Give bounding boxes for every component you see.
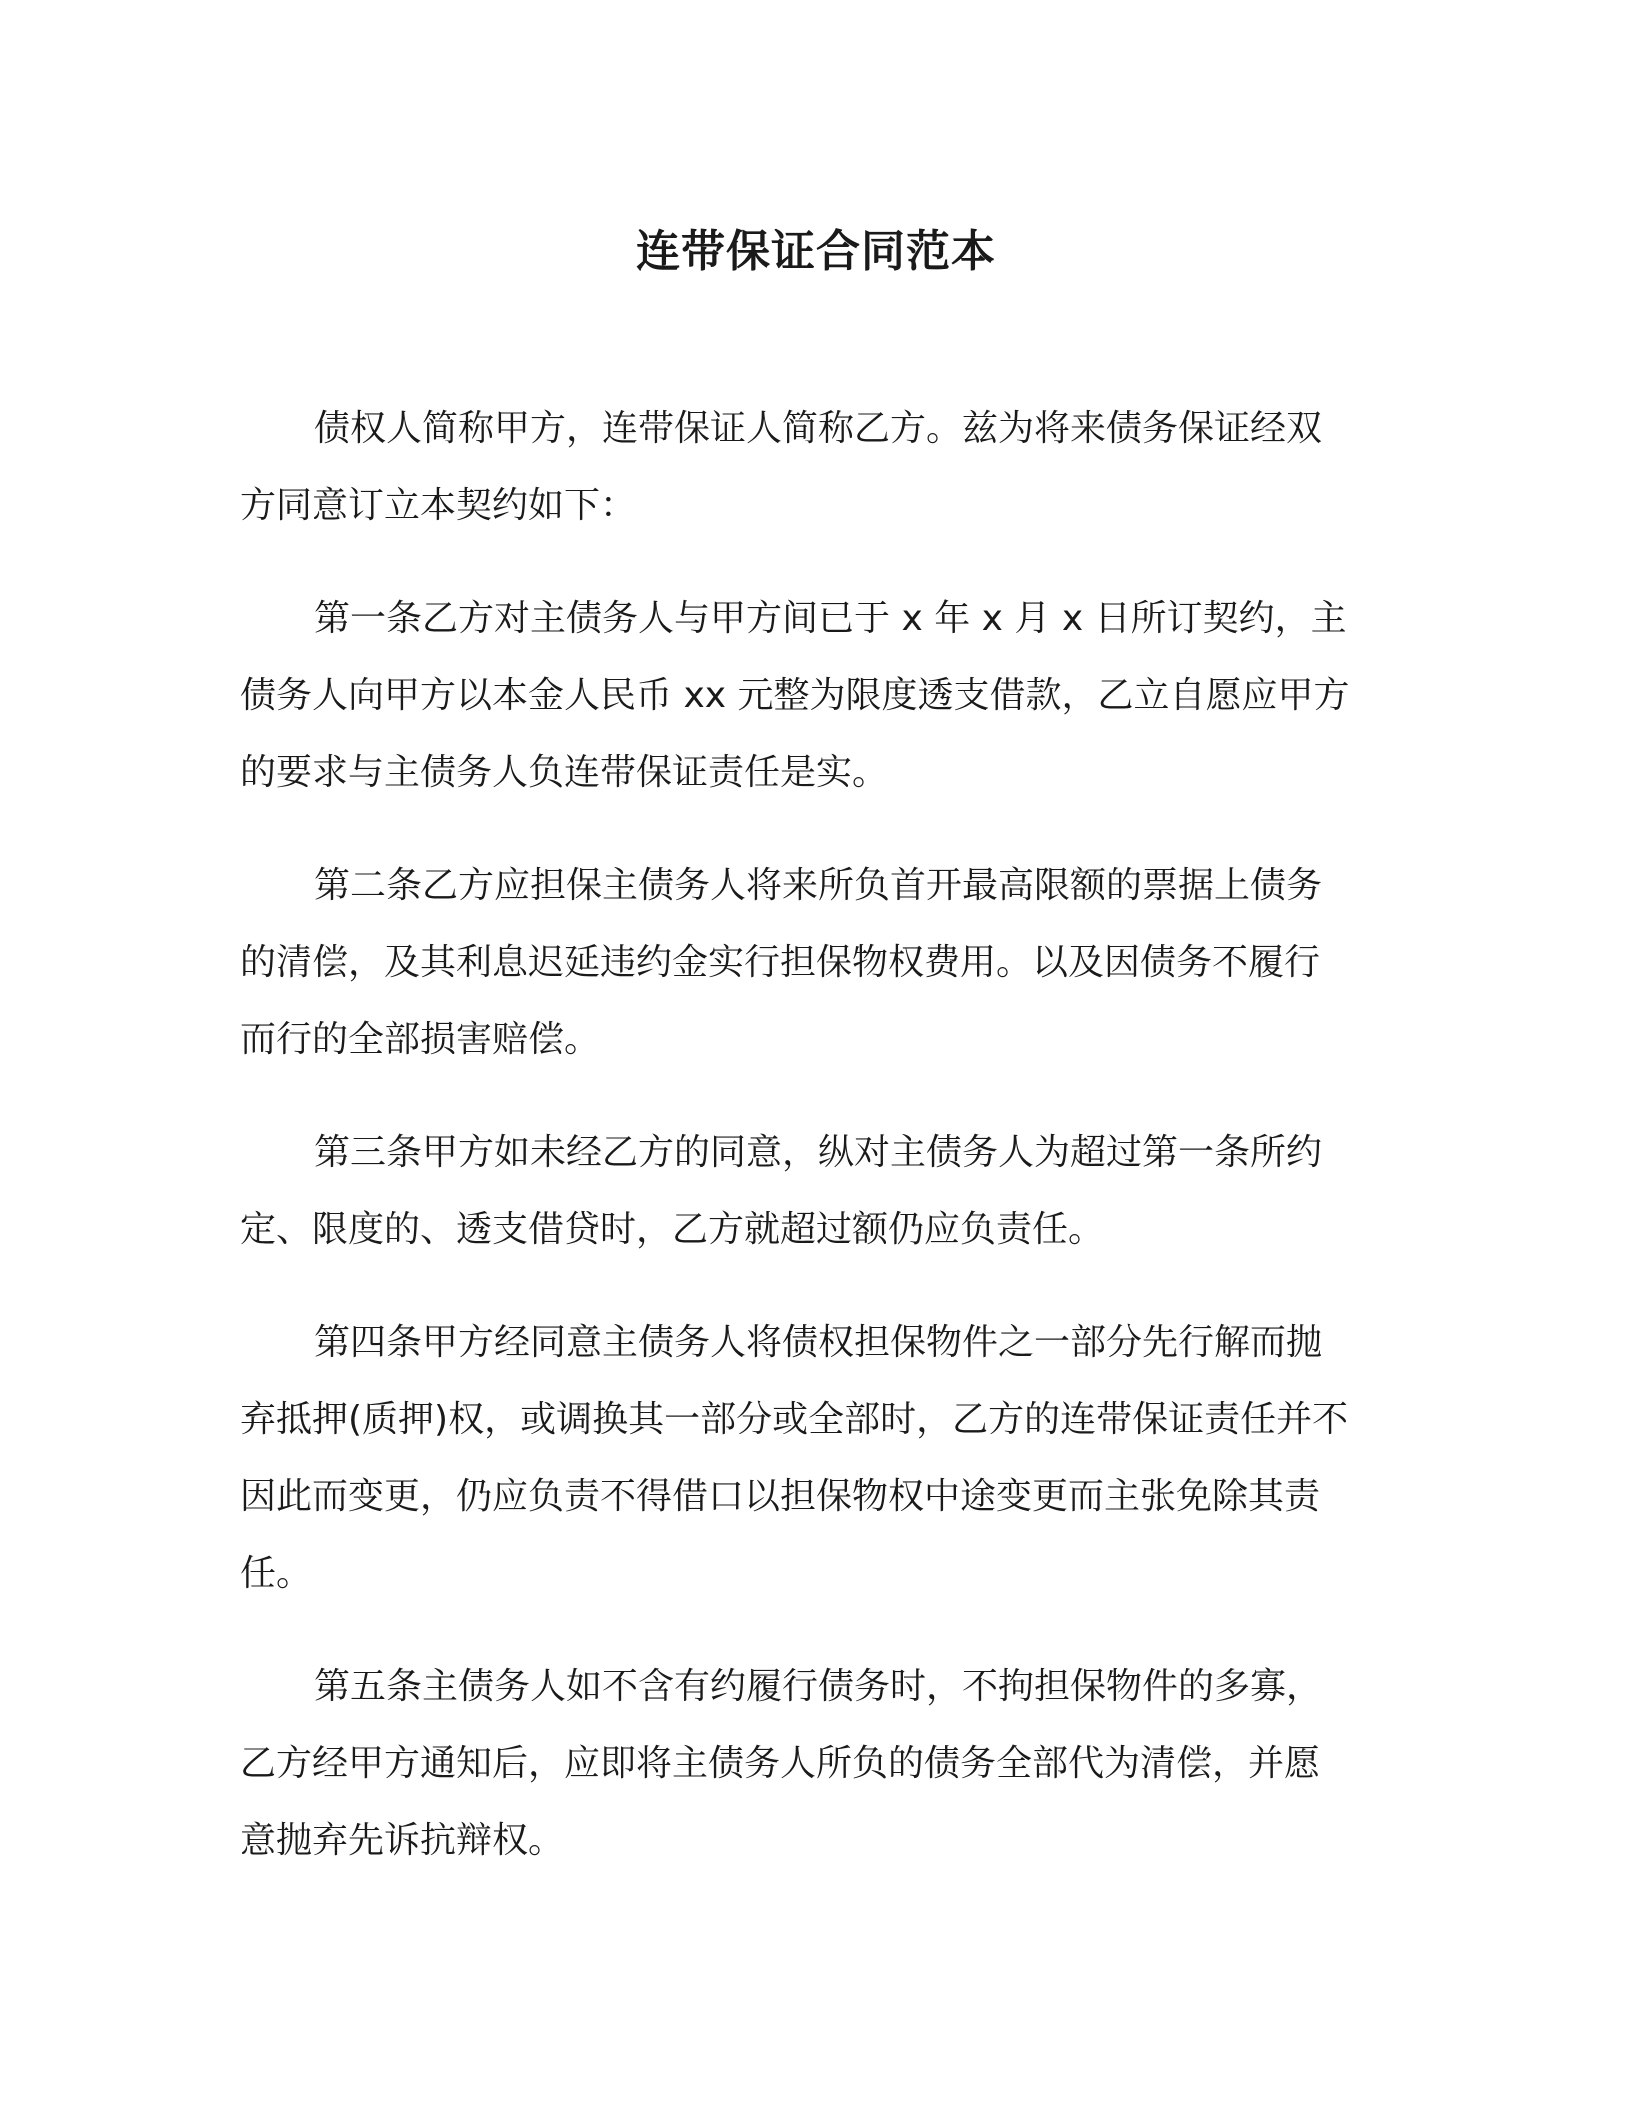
text-line: 任。: [240, 1553, 313, 1594]
paragraph-article-1: [240, 580, 1400, 811]
text-line: 定、限度的、透支借贷时，乙方就超过额仍应负责任。: [240, 1209, 1105, 1250]
text-line: 而行的全部损害赔偿。: [240, 1019, 601, 1060]
text-line: 第二条乙方应担保主债务人将来所负首开最高限额的票据上债务: [314, 865, 1323, 906]
text-line: 的要求与主债务人负连带保证责任是实。: [240, 752, 889, 793]
text-line: 第四条甲方经同意主债务人将债权担保物件之一部分先行解而抛: [314, 1322, 1323, 1363]
text-line: 第一条乙方对主债务人与甲方间已于 x 年 x 月 x 日所订契约，主: [314, 598, 1347, 639]
text-line: 意抛弃先诉抗辩权。: [240, 1820, 565, 1861]
text-line: 债权人简称甲方，连带保证人简称乙方。兹为将来债务保证经双: [314, 408, 1323, 449]
text-line: 第五条主债务人如不含有约履行债务时，不拘担保物件的多寡，: [314, 1666, 1323, 1707]
text-line: 乙方经甲方通知后，应即将主债务人所负的债务全部代为清偿，并愿: [240, 1743, 1321, 1784]
paragraph-article-2: [240, 847, 1400, 1078]
text-line: 债务人向甲方以本金人民币 xx 元整为限度透支借款，乙立自愿应甲方: [240, 675, 1350, 716]
text-line: 因此而变更，仍应负责不得借口以担保物权中途变更而主张免除其责: [240, 1476, 1321, 1517]
text-line: 第三条甲方如未经乙方的同意，纵对主债务人为超过第一条所约: [314, 1132, 1323, 1173]
paragraph-article-3: [240, 1114, 1400, 1268]
text-line: 方同意订立本契约如下：: [240, 485, 637, 526]
text-line: 的清偿，及其利息迟延违约金实行担保物权费用。以及因债务不履行: [240, 942, 1321, 983]
paragraph-article-4: [240, 1304, 1400, 1612]
document-body: [240, 390, 1400, 1915]
paragraph-article-5: [240, 1648, 1400, 1879]
text-line: 弃抵押(质押)权，或调换其一部分或全部时，乙方的连带保证责任并不: [240, 1399, 1349, 1440]
document-title: 连带保证合同范本: [636, 226, 996, 277]
paragraph-preamble: [240, 390, 1400, 544]
